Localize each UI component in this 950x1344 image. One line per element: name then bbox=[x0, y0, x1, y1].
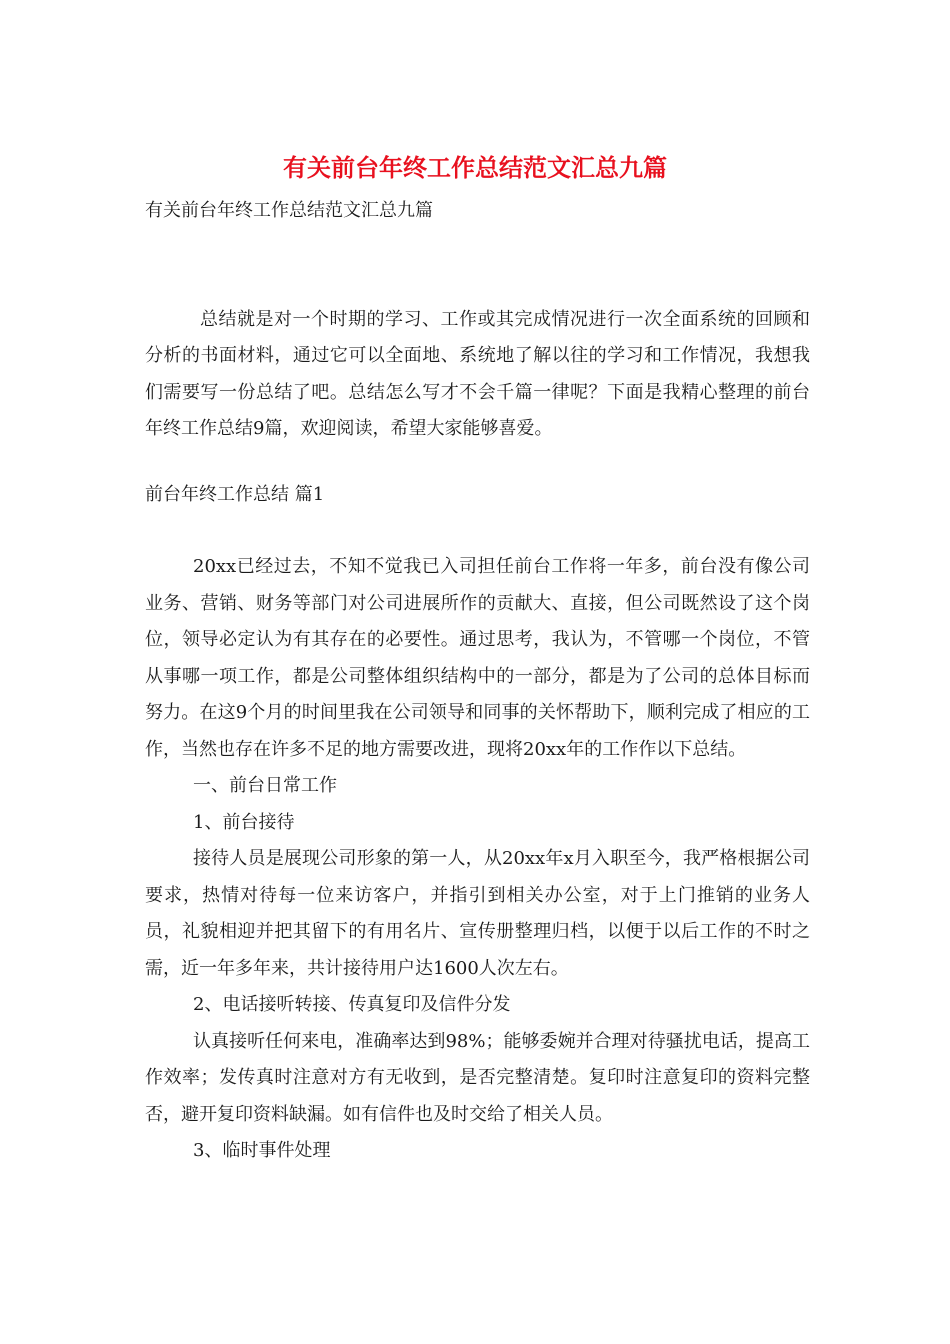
body-paragraph: 接待人员是展现公司形象的第一人，从20xx年x月入职至今，我严格根据公司要求，热情对待每一位来访客户，并指引到相关办公室，对于上门推销的业务人员，礼貌相迎并把其留下的有用名片、宣传册整理归档，以便于以后工作的不时之需，近一年多年来，共计接待用户达1600人次左右。 bbox=[145, 848, 810, 979]
body-paragraph: 20xx已经过去，不知不觉我已入司担任前台工作将一年多，前台没有像公司业务、营销、财务等部门对公司进展所作的贡献大、直接，但公司既然设了这个岗位，领导必定认为有其存在的必要性。通过思考，我认为，不管哪一个岗位，不管从事哪一项工作，都是公司整体组织结构中的一部分，都是为了公司的总体目标而努力。在这9个月的时间里我在公司领导和同事的关怀帮助下，顺利完成了相应的工作，当然也存在许多不足的地方需要改进，现将20xx年的工作作以下总结。 bbox=[145, 556, 810, 760]
intro-paragraph: 总结就是对一个时期的学习、工作或其完成情况进行一次全面系统的回顾和分析的书面材料，通过它可以全面地、系统地了解以往的学习和工作情况，我想我们需要写一份总结了吧。总结怎么写才不会千篇一律呢？下面是我精心整理的前台年终工作总结9篇，欢迎阅读，希望大家能够喜爱。 bbox=[145, 309, 810, 439]
body-subheading: 2、电话接听转接、传真复印及信件分发 bbox=[193, 994, 511, 1015]
body-heading: 一、前台日常工作 bbox=[193, 775, 337, 796]
body-subheading: 3、临时事件处理 bbox=[193, 1140, 331, 1161]
body-subheading: 1、前台接待 bbox=[193, 811, 295, 833]
document-body bbox=[145, 549, 810, 1170]
body-paragraph: 认真接听任何来电，准确率达到98%；能够委婉并合理对待骚扰电话，提高工作效率；发传真时注意对方有无收到，是否完整清楚。复印时注意复印的资料完整否，避开复印资料缺漏。如有信件也及时交给了相关人员。 bbox=[145, 1030, 810, 1125]
section-heading: 前台年终工作总结 篇1 bbox=[145, 484, 325, 505]
document-subtitle: 有关前台年终工作总结范文汇总九篇 bbox=[145, 200, 433, 221]
document-title: 有关前台年终工作总结范文汇总九篇 bbox=[283, 153, 667, 182]
